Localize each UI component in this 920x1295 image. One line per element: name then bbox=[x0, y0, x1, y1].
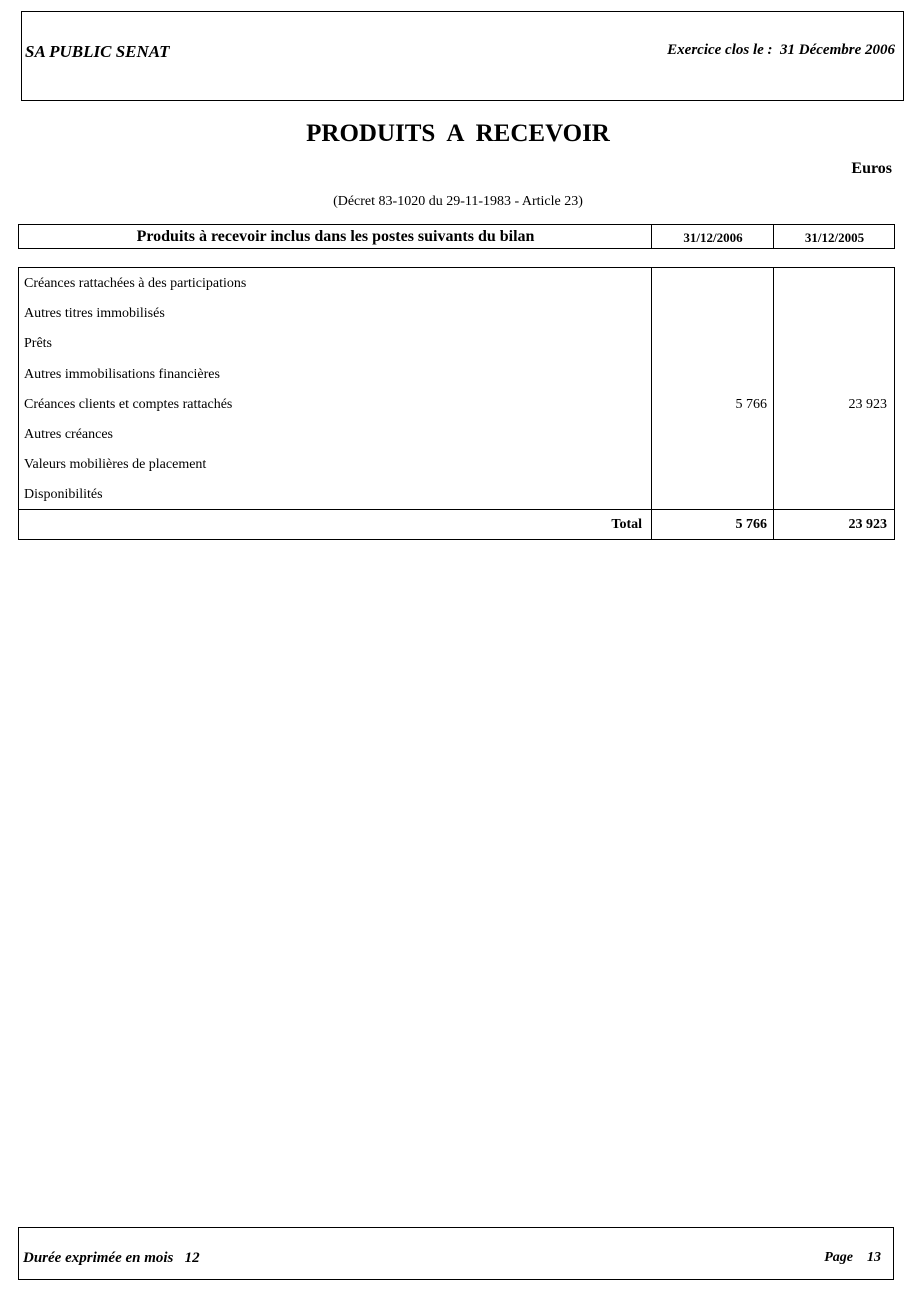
table-row bbox=[18, 329, 894, 359]
table-header bbox=[18, 224, 895, 249]
header-2005: 31/12/2005 bbox=[804, 230, 865, 245]
value-2006: 5 766 bbox=[735, 396, 767, 412]
value-2005: 23 923 bbox=[848, 396, 887, 412]
total-2006: 5 766 bbox=[735, 517, 767, 532]
row-label: Autres titres immobilisés bbox=[24, 306, 165, 322]
row-label: Prêts bbox=[24, 336, 52, 352]
row-label: Créances rattachées à des participations bbox=[24, 276, 247, 291]
fiscal-year: Exercice clos le : 31 Décembre 2006 bbox=[667, 42, 895, 58]
duration-label: Durée exprimée en mois 12 bbox=[23, 1250, 200, 1266]
page-number: Page 13 bbox=[824, 1250, 881, 1265]
row-label: Créances clients et comptes rattachés bbox=[24, 396, 233, 412]
table-row bbox=[18, 360, 894, 390]
table-row bbox=[18, 390, 894, 420]
total-label: Total bbox=[611, 517, 642, 532]
total-2005: 23 923 bbox=[848, 517, 887, 532]
row-label: Valeurs mobilières de placement bbox=[24, 457, 207, 473]
header-description: Produits à recevoir inclus dans les postes suivants du bilan bbox=[136, 228, 535, 245]
header-box bbox=[21, 11, 904, 101]
total-row bbox=[18, 510, 894, 540]
reference-text: (Décret 83-1020 du 29-11-1983 - Article 23) bbox=[333, 194, 583, 209]
table-row bbox=[18, 299, 894, 329]
table-row bbox=[18, 420, 894, 450]
currency-label: Euros bbox=[851, 160, 892, 177]
row-label: Disponibilités bbox=[24, 487, 103, 503]
duration-value: 12 bbox=[184, 1250, 200, 1266]
row-label: Autres créances bbox=[24, 427, 114, 442]
company-name: SA PUBLIC SENAT bbox=[25, 42, 170, 61]
table-row bbox=[18, 450, 894, 480]
row-label: Autres immobilisations financières bbox=[24, 366, 220, 382]
header-2006: 31/12/2006 bbox=[683, 230, 743, 245]
table-row bbox=[18, 480, 894, 510]
footer-box bbox=[18, 1227, 894, 1280]
page-title: PRODUITS A RECEVOIR bbox=[306, 120, 610, 147]
table-row bbox=[18, 269, 894, 299]
